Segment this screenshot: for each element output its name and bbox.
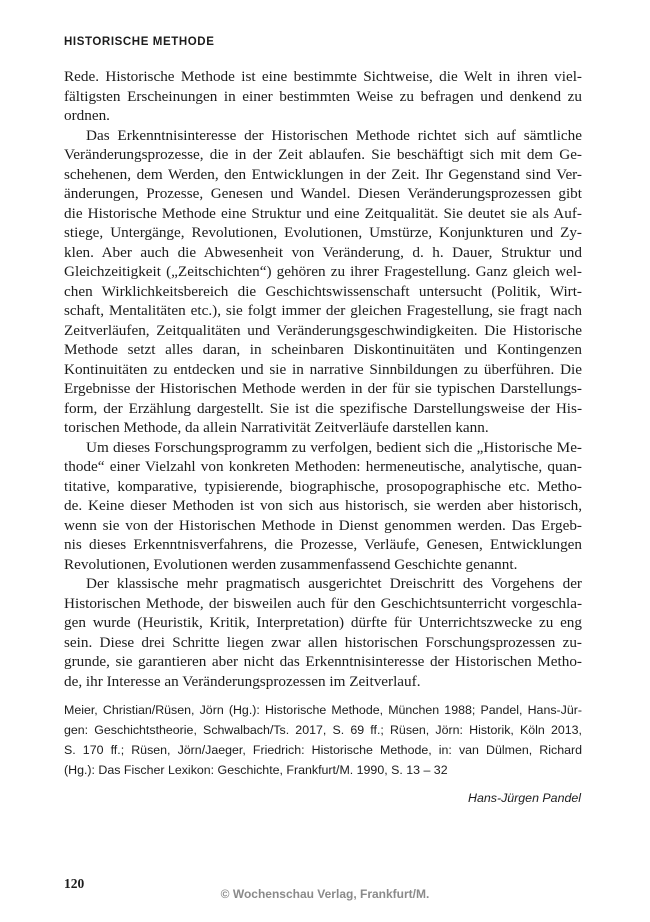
body-text-line: Gleichzeitigkeit („Zeitschichten“) gehören zu ihrer Fragestellung. Ganz gleich wel- bbox=[64, 263, 582, 280]
body-text-line: Der klassische mehr pragmatisch ausgerichtet Dreischritt des Vorgehens der bbox=[86, 575, 582, 592]
body-text-line: klen. Aber auch die Abwesenheit von Veränderung, d. h. Dauer, Struktur und bbox=[64, 243, 582, 261]
body-text-line: Historischen Methode, der bisweilen auch für den Geschichtsunterricht vorgeschla- bbox=[64, 594, 582, 612]
reference-line: (Hg.): Das Fischer Lexikon: Geschichte, Frankfurt/M. 1990, S. 13 – 32 bbox=[64, 763, 448, 777]
body-text-line: de. Keine dieser Methoden ist von sich aus historisch, sie werden aber historisch, bbox=[64, 497, 582, 514]
body-text-line: nis dieses Erkenntnisverfahrens, die Prozesse, Verläufe, Genesen, Entwicklungen bbox=[64, 536, 582, 553]
reference-line: S. 170 ff.; Rüsen, Jörn/Jaeger, Friedrich: Historische Methode, in: van Dülmen, Richard bbox=[64, 743, 582, 757]
author-name: Hans-Jürgen Pandel bbox=[468, 791, 581, 805]
body-text-line: Das Erkenntnisinteresse der Historischen Methode richtet sich auf sämtliche bbox=[86, 126, 582, 144]
body-text-line: form, der Erzählung dargestellt. Sie ist die spezifische Darstellungsweise der His- bbox=[64, 399, 582, 417]
body-text-line: titative, komparative, typisierende, biographische, prosopographische etc. Metho- bbox=[64, 477, 582, 495]
bibliography bbox=[64, 700, 582, 780]
body-text-line: Methode setzt alles daran, in scheinbaren Diskontinuitäten und Kontingenzen bbox=[64, 341, 582, 358]
body-text-line: fältigsten Erscheinungen in einer bestimmten Weise zu befragen und denkend zu bbox=[64, 87, 582, 105]
body-text-line: gen wurde (Heuristik, Kritik, Interpretation) dürfte für Unterrichtszwecke zu eng bbox=[64, 614, 582, 631]
body-text-line: die Historische Methode eine Struktur und eine Zeitqualität. Sie deutet sie als Auf- bbox=[64, 204, 582, 222]
body-text-line: Ergebnisse der Historischen Methode werden in der für sie typischen Darstellungs- bbox=[64, 380, 582, 397]
body-text-line: de, ihr Interesse an Veränderungsprozessen im Zeitverlauf. bbox=[64, 672, 421, 690]
body-text-line: Veränderungsprozesse, die in der Zeit ablaufen. Sie beschäftigt sich mit dem Ge- bbox=[64, 146, 582, 163]
page-number: 120 bbox=[64, 876, 85, 891]
body-text-line: stiege, Untergänge, Revolutionen, Evolutionen, Umstürze, Konjunkturen und Zy- bbox=[64, 224, 582, 241]
article-body bbox=[64, 67, 582, 691]
copyright-notice: © Wochenschau Verlag, Frankfurt/M. bbox=[220, 887, 430, 901]
body-text-line: änderungen, Prozesse, Genesen und Wandel. Diesen Veränderungsprozessen gibt bbox=[64, 185, 582, 202]
body-text-line: thode“ einer Vielzahl von konkreten Methoden: hermeneutische, analytische, quan- bbox=[64, 458, 582, 475]
body-text-line: chen Wirklichkeitsbereich die Geschichtswissenschaft untersucht (Politik, Wirt- bbox=[64, 282, 582, 300]
body-text-line: Um dieses Forschungsprogramm zu verfolgen, bedient sich die „Historische Me- bbox=[86, 438, 582, 456]
body-text-line: schaft, Mentalitäten etc.), sie folgt immer der gleichen Fragestellung, sie fragt nach bbox=[64, 302, 582, 319]
body-text-line: Kontinuitäten zu entdecken und sie in narrative Sinnbildungen zu überführen. Die bbox=[64, 360, 582, 378]
body-text-line: Zeitverläufen, Zeitqualitäten und Veränderungsgeschwindigkeiten. Die Historische bbox=[64, 321, 582, 339]
body-text-line: schehenen, dem Werden, den Entwicklungen in der Zeit. Ihr Gegenstand sind Ver- bbox=[64, 165, 582, 183]
running-head: HISTORISCHE METHODE bbox=[64, 36, 215, 48]
body-text-line: wenn sie von der Historischen Methode in Dienst genommen werden. Das Ergeb- bbox=[64, 516, 582, 534]
reference-line: gen: Geschichtstheorie, Schwalbach/Ts. 2017, S. 69 ff.; Rüsen, Jörn: Historik, Köln 2013, bbox=[64, 723, 582, 737]
body-text-line: torischen Methode, da allein Narrativität Zeitverläufe darstellen kann. bbox=[64, 419, 489, 436]
body-text-line: ordnen. bbox=[64, 107, 110, 124]
body-text-line: sein. Diese drei Schritte liegen zwar allen historischen Forschungsprozessen zu- bbox=[64, 633, 582, 651]
reference-line: Meier, Christian/Rüsen, Jörn (Hg.): Historische Methode, München 1988; Pandel, Hans-Jür- bbox=[64, 703, 582, 717]
body-text-line: Revolutionen, Evolutionen werden zusammenfassend Geschichte genannt. bbox=[64, 555, 518, 573]
body-text-line: grunde, sie garantieren aber nicht das Erkenntnisinteresse der Historischen Metho- bbox=[64, 653, 582, 670]
body-text-line: Rede. Historische Methode ist eine bestimmte Sichtweise, die Welt in ihren viel- bbox=[64, 68, 582, 85]
